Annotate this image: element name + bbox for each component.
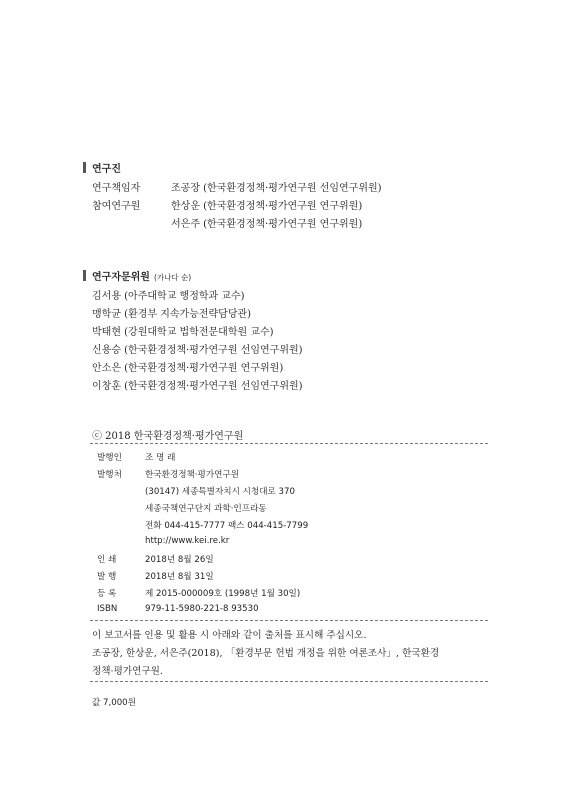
- advisor-item: 맹학균 (환경부 지속가능전략담당관): [92, 309, 252, 320]
- isbn-value: 979-11-5980-221-8 93530: [145, 604, 259, 614]
- price: 값 7,000원: [92, 698, 136, 708]
- citation-line: 정책·평가연구원.: [92, 666, 163, 677]
- register-value: 제 2015-000009호 (1998년 1월 30일): [145, 589, 301, 599]
- copyright-line: ⓒ 2018 한국환경정책·평가연구원: [92, 431, 244, 442]
- advisor-item: 김서용 (아주대학교 행정학과 교수): [92, 291, 245, 302]
- citation-notice: 이 보고서를 인용 및 활용 시 아래와 같이 출처를 표시해 주십시오.: [92, 630, 367, 641]
- publisher-label: 발행인: [97, 453, 122, 463]
- member-researcher: 한상운 (한국환경정책·평가연구원 연구위원): [171, 201, 363, 212]
- advisor-item: 안소은 (한국환경정책·평가연구원 연구위원): [92, 363, 284, 374]
- issuer-line: (30147) 세종특별자치시 시청대로 370: [145, 487, 295, 497]
- issuer-line: 전화 044-415-7777 팩스 044-415-7799: [145, 521, 309, 531]
- advisors-heading: [92, 268, 191, 283]
- divider: [90, 443, 488, 444]
- section-marker: [83, 162, 86, 173]
- section-marker: [83, 270, 86, 281]
- publish-date: 2018년 8월 31일: [145, 572, 214, 582]
- divider: [90, 620, 488, 621]
- advisor-item: 이창훈 (한국환경정책·평가연구원 선임연구위원): [92, 381, 303, 392]
- register-label: 등 록: [97, 589, 117, 599]
- advisor-item: 박태현 (강원대학교 법학전문대학원 교수): [92, 327, 274, 338]
- issuer-line: 세종국책연구단지 과학·인프라동: [145, 504, 267, 514]
- isbn-label: ISBN: [97, 604, 118, 614]
- advisors-order-note: (가나다 순): [153, 273, 192, 282]
- advisors-heading-text: 연구자문위원: [92, 272, 150, 283]
- lead-role-label: 연구책임자: [92, 183, 141, 194]
- member-researcher: 서은주 (한국환경정책·평가연구원 연구위원): [171, 219, 363, 230]
- issuer-website: http://www.kei.re.kr: [145, 536, 230, 546]
- print-date: 2018년 8월 26일: [145, 555, 214, 565]
- publish-label: 발 행: [97, 572, 117, 582]
- issuer-label: 발행처: [97, 470, 122, 480]
- researchers-heading: 연구진: [92, 164, 121, 175]
- print-label: 인 쇄: [97, 555, 117, 565]
- member-role-label: 참여연구원: [92, 201, 141, 212]
- issuer-line: 한국환경정책·평가연구원: [145, 470, 240, 480]
- divider: [90, 681, 488, 682]
- advisor-item: 신용승 (한국환경정책·평가연구원 선임연구위원): [92, 345, 303, 356]
- publisher-value: 조 명 래: [145, 453, 176, 463]
- citation-line: 조공장, 한상운, 서은주(2018), 「환경부문 헌법 개정을 위한 여론조사」, 한국환경: [92, 648, 440, 659]
- lead-researcher: 조공장 (한국환경정책·평가연구원 선임연구위원): [171, 183, 382, 194]
